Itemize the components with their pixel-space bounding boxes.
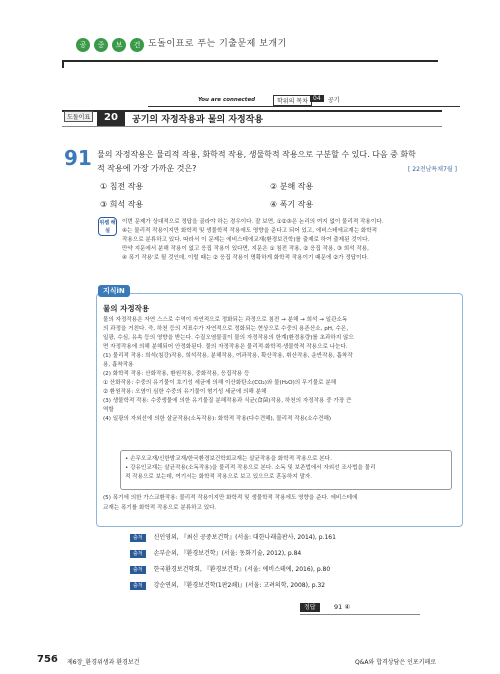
reference-item bbox=[130, 532, 460, 548]
note-line: • 손무오교재/신한밤교재/한국환경보건학회교재는 살균작용을 화학적 작용으로 본다. bbox=[125, 456, 332, 462]
answer-value: 91 ④ bbox=[334, 603, 351, 611]
header-circle-4: 건 bbox=[130, 38, 144, 52]
answer-box bbox=[300, 604, 420, 615]
option-3[interactable]: ③ 희석 작용 bbox=[100, 200, 144, 209]
reference-text: 신인영외, 『최신 공중보건학』(서울: 대한나래출판사, 2014), p.161 bbox=[153, 534, 336, 541]
reference-text: 강순연외, 『환경보건학(1판2쇄)』(서울: 고려의학, 2008), p.32 bbox=[153, 582, 326, 589]
explanation-line: 이번 문제가 상대적으로 정답을 골라야 하는 경우이다. 잘 보면, ①②③은 논리의 여지 없이 물리적 작용이다. bbox=[122, 219, 384, 225]
reference-item bbox=[130, 548, 460, 564]
reference-chip: 출처 bbox=[130, 582, 146, 590]
option-1[interactable]: ① 침전 작용 bbox=[100, 182, 144, 191]
explanation-badge: 위쌤 해설 bbox=[98, 217, 117, 236]
page-number: 756 bbox=[37, 654, 58, 665]
knowledge-tag: 지식iN bbox=[98, 285, 130, 297]
footer-slogan: Q&A와 합격상담은 인포키페로 bbox=[355, 659, 437, 666]
location-bar bbox=[148, 97, 460, 107]
knowledge-line: ① 산화작용: 수중의 유기물이 호기성 세균에 의해 이산화탄소(CO₂)와 물(H₂O)의 무기물로 분해 bbox=[103, 380, 337, 386]
note-line: 적 작용으로 보는데, 여기서는 화학적 작용으로 보고 있으므로 혼동하지 말자. bbox=[125, 474, 313, 480]
knowledge-title: 물의 자정작용 bbox=[103, 304, 150, 313]
header-circle-1: 공 bbox=[76, 38, 90, 52]
note-line: • 강유인교재는 살균작용(소독작용)을 물리적 작용으로 본다. 소독 및 보존법에서 자외선 조사법을 물리 bbox=[125, 465, 376, 471]
question-source: [ 22전남특채7월 ] bbox=[408, 166, 457, 173]
knowledge-line: (3) 생물학적 작용: 수중생물에 의한 유기물질 분해작용과 식균(食菌)작용, 하천의 자정작용 중 가장 큰 bbox=[103, 398, 352, 404]
question-text-line2: 적 작용에 가장 가까운 것은? bbox=[97, 164, 197, 173]
section-tag: 도돌이표 bbox=[64, 111, 93, 122]
explanation-line: 만약 지문에서 분해 작용이 없고 응집 작용이 있다면, 지문은 ① 침전 작용, ② 응집 작용, ③ 희석 작용, bbox=[122, 246, 369, 252]
header-rule bbox=[62, 60, 438, 62]
reference-chip: 출처 bbox=[130, 534, 146, 542]
reference-chip: 출처 bbox=[130, 566, 146, 574]
option-4[interactable]: ④ 폭기 작용 bbox=[270, 200, 314, 209]
location-label: 학위의 목차 bbox=[273, 95, 312, 106]
knowledge-line: (2) 화학적 작용: 산화작용, 환원작용, 중화작용, 응집작용 등 bbox=[103, 371, 250, 377]
header-circle-3: 보 bbox=[112, 38, 126, 52]
reference-text: 한국환경보건학회, 『환경보건학』(서울: 에비스테에, 2016), p.80 bbox=[153, 566, 331, 573]
reference-chip: 출처 bbox=[130, 550, 146, 558]
knowledge-line: 물의 자정작용은 자연 스스로 수역이 자연적으로 정화되는 과정으로 침전 → 분해 → 희석 → 일관소독 bbox=[103, 317, 348, 323]
header-rule-corner bbox=[62, 60, 64, 68]
references bbox=[130, 532, 460, 596]
knowledge-line: (4) 일광의 자외선에 의한 살균작용(소독작용): 화학적 작용(다수견해), 물리적 작용(소수견해) bbox=[103, 416, 332, 422]
header-circle-2: 중 bbox=[94, 38, 108, 52]
knowledge-line: 역할 bbox=[103, 407, 114, 413]
knowledge-line: 일광, 수심, 유속 등의 영향을 받는다. 수질오염물질이 물의 자정작용의 한계(환경용량)를 초과하지 않으 bbox=[103, 335, 354, 341]
knowledge-last-line2: 교재는 폭기를 화학적 작용으로 분류하고 있다. bbox=[103, 505, 217, 511]
question-text-line1: 물의 자정작용은 물리적 작용, 화학적 작용, 생물학적 작용으로 구분할 수 있다. 다음 중 화학 bbox=[97, 150, 416, 159]
location-topic: 공기 bbox=[328, 97, 340, 104]
question-number: 91 bbox=[64, 146, 92, 170]
knowledge-line: 용, 흡착작용 bbox=[103, 362, 134, 368]
explanation-block bbox=[122, 218, 467, 263]
explanation-line: ④ 폭기 작용'로 될 것인데, 이럴 때는 ② 응집 작용이 명확하게 화학적 작용이기 때문에 ②가 정답이다. bbox=[122, 255, 369, 261]
explanation-line: ④는 물리적 작용이지만 화학적 및 생물학적 작용에도 영향을 준다고 되어 있고, 에비스테에교재는 화학적 bbox=[122, 228, 378, 234]
option-2[interactable]: ② 분해 작용 bbox=[270, 182, 314, 191]
reference-item bbox=[130, 564, 460, 580]
knowledge-last-line1: (5) 폭기에 의한 가스교환작용: 물리적 작용이지만 화학적 및 생물학적 작용에도 영향을 준다. 에비스테에 bbox=[103, 495, 358, 501]
knowledge-line: ② 환원작용: 오염이 심한 수중의 유기물이 혐기성 세균에 의해 분해 bbox=[103, 389, 267, 395]
section-number: 20 bbox=[97, 110, 125, 126]
knowledge-line: 의 과정을 거친다. 즉, 하천 등의 지표수가 자연적으로 정화되는 현상으로 수중의 용존산소, pH, 수온, bbox=[103, 326, 349, 332]
header-title: 도돌이표로 푸는 기출문제 보개기 bbox=[148, 39, 287, 49]
section-title: 공기의 자정작용과 물의 자정작용 bbox=[132, 115, 264, 125]
knowledge-body bbox=[103, 316, 455, 424]
knowledge-line: 면 자정작용에 의해 분해되어 안정화된다. 물의 자정작용은 물리적·화학적·생물학적 작용으로 나눈다. bbox=[103, 344, 348, 350]
reference-item bbox=[130, 580, 460, 596]
answer-label: 정답 bbox=[300, 603, 320, 612]
explanation-line: 작용으로 분류하고 있다. 따라서 이 문제는 에비스테에교재(환경보건학)를 출제로 하여 출제된 것이다. bbox=[122, 237, 370, 243]
footer-chapter: 제6장_환경위생과 환경보건 bbox=[67, 659, 140, 666]
knowledge-line: (1) 물리적 작용: 희석(침강)작용, 희석작용, 분해작용, 여과작용, 확산작용, 휘산작용, 운반작용, 흡착작 bbox=[103, 353, 353, 359]
location-num: 04 bbox=[310, 95, 324, 102]
connected-text: You are connected bbox=[198, 97, 256, 103]
note-body bbox=[125, 455, 447, 482]
reference-text: 손부순외, 『환경보건학』(서울: 동화기술, 2012), p.84 bbox=[153, 550, 302, 557]
